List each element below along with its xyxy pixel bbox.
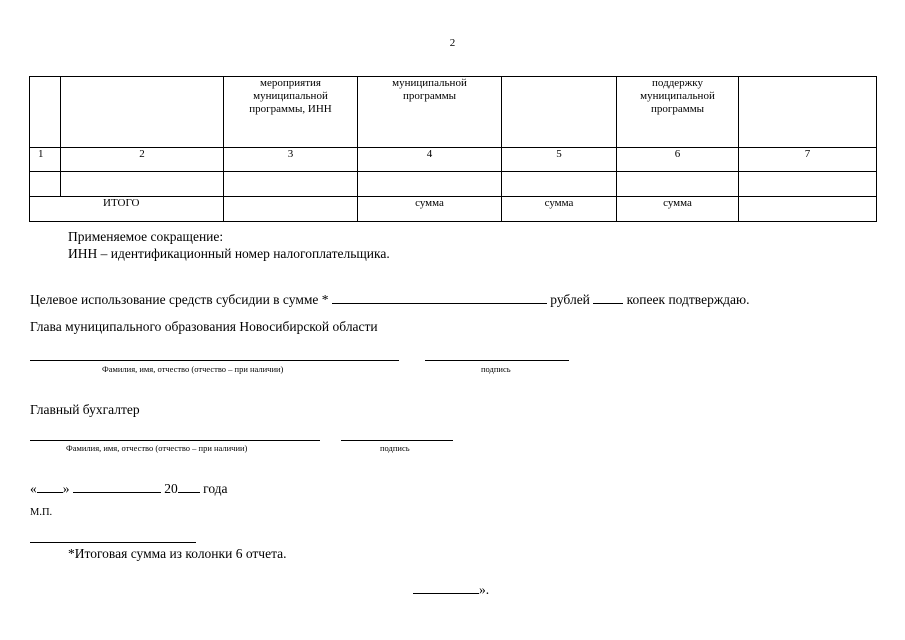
accountant-sign-line bbox=[341, 440, 453, 441]
column-number: 3 bbox=[224, 148, 358, 172]
closing-blank bbox=[413, 580, 479, 594]
table-cell bbox=[61, 172, 224, 197]
report-table bbox=[29, 76, 877, 222]
table-row bbox=[30, 172, 877, 197]
head-sign-caption: подпись bbox=[481, 364, 511, 374]
total-cell: сумма bbox=[502, 197, 617, 222]
table-header-cell bbox=[224, 77, 358, 148]
table-header-text: мероприятия муниципальной программы, ИНН bbox=[249, 77, 332, 115]
total-cell bbox=[224, 197, 358, 222]
table-cell bbox=[358, 172, 502, 197]
abbreviation-title: Применяемое сокращение: bbox=[68, 229, 224, 244]
stamp-label: М.П. bbox=[30, 507, 53, 518]
year-prefix: 20 bbox=[164, 481, 178, 496]
accountant-fio-line bbox=[30, 440, 320, 441]
total-cell: сумма bbox=[358, 197, 502, 222]
table-header-text: поддержку муниципальной программы bbox=[640, 77, 715, 115]
table-header-cell bbox=[61, 77, 224, 148]
accountant-sign-caption: подпись bbox=[380, 443, 410, 453]
table-total-row bbox=[30, 197, 877, 222]
date-line bbox=[30, 479, 228, 497]
table-header-cell bbox=[739, 77, 877, 148]
head-title: Глава муниципального образования Новосибирской области bbox=[30, 319, 378, 334]
table-header-text: муниципальной программы bbox=[392, 77, 467, 102]
kopecks-blank bbox=[593, 290, 623, 304]
column-number: 5 bbox=[502, 148, 617, 172]
year-suffix: года bbox=[203, 481, 228, 496]
confirmation-line bbox=[30, 290, 749, 308]
total-cell: сумма bbox=[617, 197, 739, 222]
closing-mark: ». bbox=[479, 582, 490, 597]
column-number: 2 bbox=[61, 148, 224, 172]
total-label: ИТОГО bbox=[30, 197, 224, 222]
head-sign-line bbox=[425, 360, 569, 361]
table-header-cell bbox=[358, 77, 502, 148]
page-number: 2 bbox=[449, 37, 456, 49]
accountant-fio-caption: Фамилия, имя, отчество (отчество – при наличии) bbox=[66, 443, 248, 453]
confirmation-suffix: копеек подтверждаю. bbox=[626, 292, 750, 307]
table-cell bbox=[617, 172, 739, 197]
month-blank bbox=[73, 479, 161, 493]
head-fio-line bbox=[30, 360, 399, 361]
year-blank bbox=[178, 479, 200, 493]
abbreviation-text: ИНН – идентификационный номер налогоплательщика. bbox=[68, 246, 390, 261]
table-header-cell bbox=[30, 77, 61, 148]
head-fio-caption: Фамилия, имя, отчество (отчество – при наличии) bbox=[102, 364, 284, 374]
column-number: 7 bbox=[739, 148, 877, 172]
day-blank bbox=[37, 479, 63, 493]
table-header-cell bbox=[502, 77, 617, 148]
table-header-cell bbox=[617, 77, 739, 148]
closing-line bbox=[413, 580, 489, 598]
column-number: 4 bbox=[358, 148, 502, 172]
table-cell bbox=[224, 172, 358, 197]
table-cell bbox=[502, 172, 617, 197]
footnote-text: *Итоговая сумма из колонки 6 отчета. bbox=[68, 546, 287, 561]
column-number: 6 bbox=[617, 148, 739, 172]
date-open-quote: « bbox=[30, 481, 37, 496]
table-number-row bbox=[30, 148, 877, 172]
column-number: 1 bbox=[30, 148, 61, 172]
amount-blank bbox=[332, 290, 547, 304]
confirmation-prefix: Целевое использование средств субсидии в сумме * bbox=[30, 292, 329, 307]
total-cell bbox=[739, 197, 877, 222]
table-header-row bbox=[30, 77, 877, 148]
accountant-title: Главный бухгалтер bbox=[30, 402, 140, 417]
footnote-separator bbox=[30, 542, 196, 543]
table-cell bbox=[30, 172, 61, 197]
rubles-label: рублей bbox=[550, 292, 590, 307]
date-close-quote: » bbox=[62, 481, 70, 496]
table-cell bbox=[739, 172, 877, 197]
